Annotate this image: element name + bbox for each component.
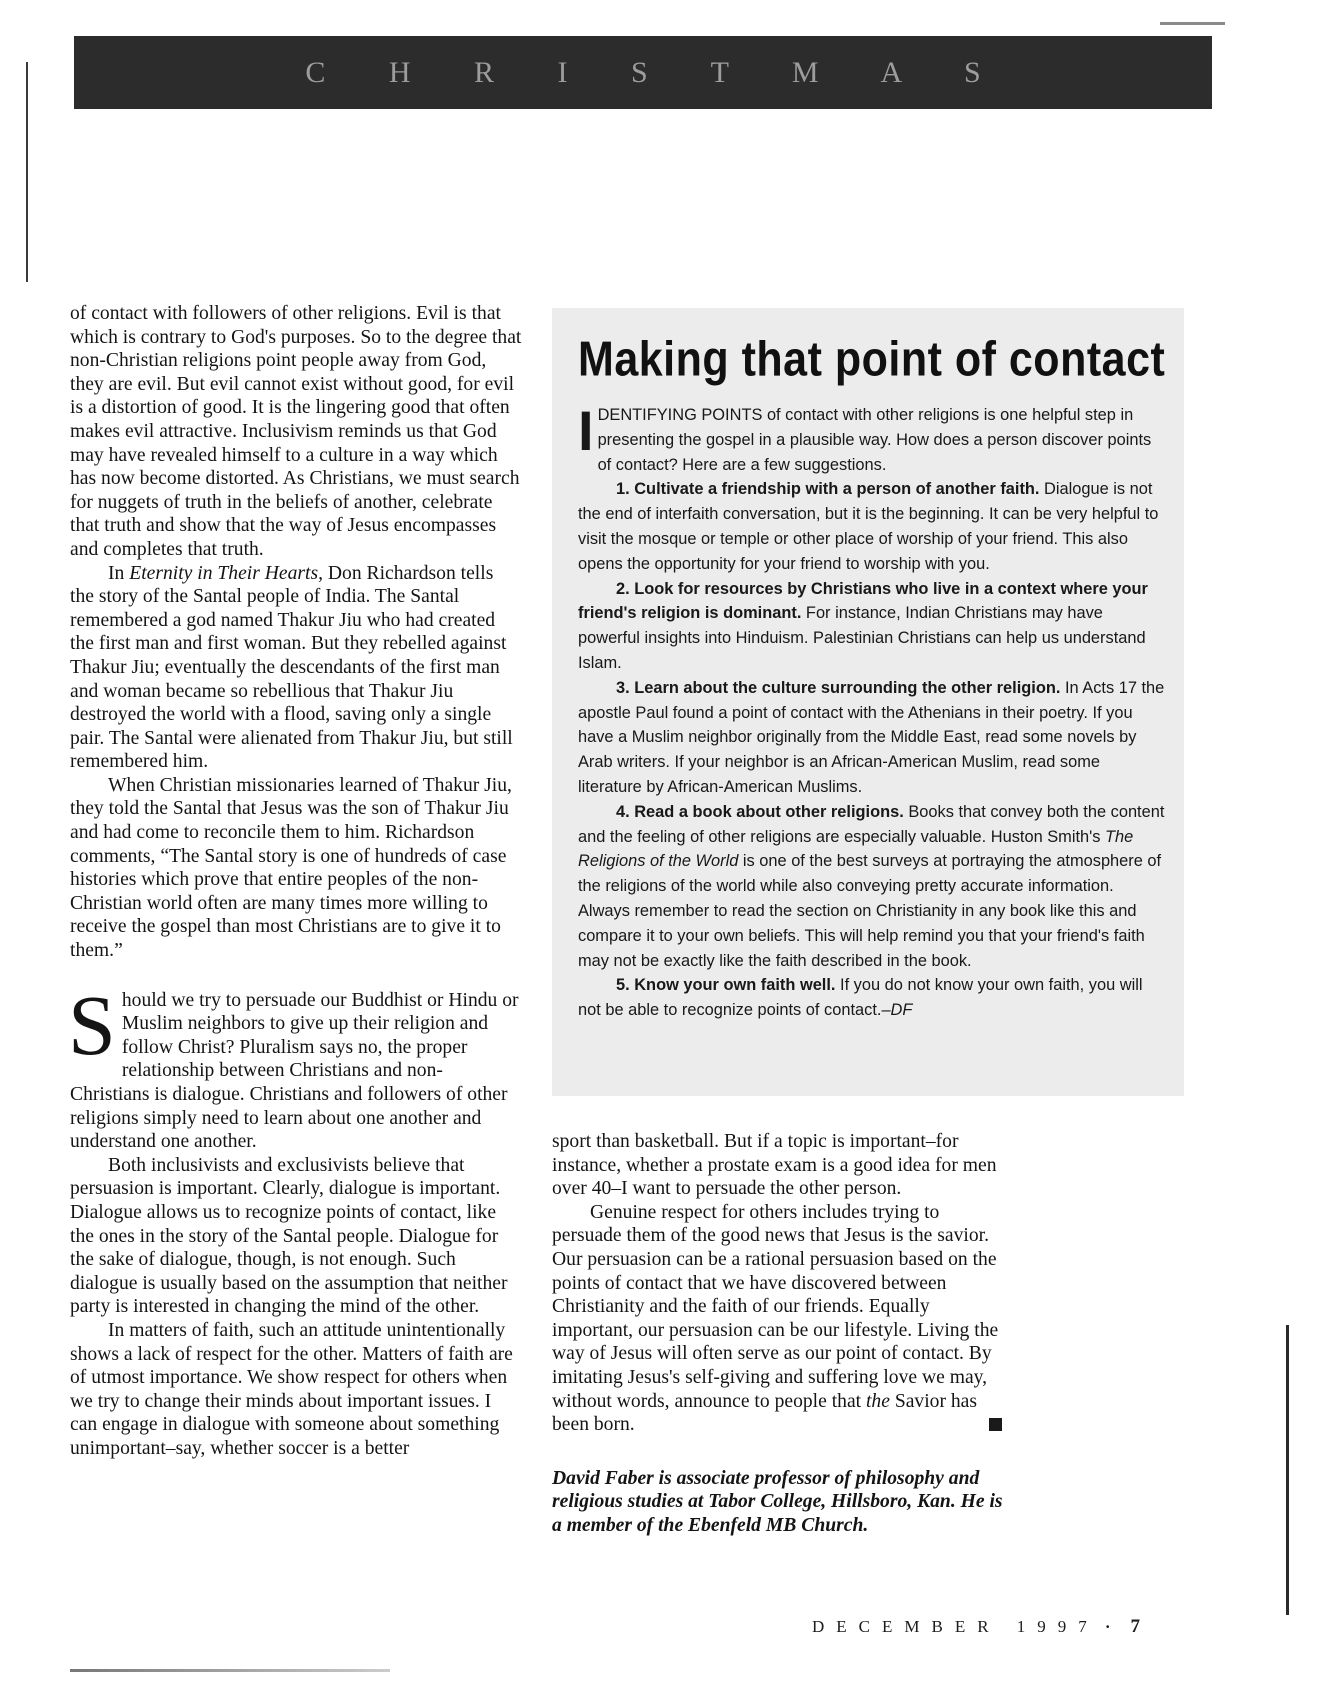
scan-edge-left [26, 62, 28, 282]
sidebar-tip: 2. Look for resources by Christians who live in a context where your friend's religion is dominant. For instance, Indian Christians may have powerful insights into Hinduism. Palestinian Christians can help us understand Islam. [578, 579, 1148, 672]
issue-date: DECEMBER 1997 [812, 1617, 1099, 1636]
scan-edge-top [1160, 22, 1225, 25]
scan-edge-right [1286, 1325, 1289, 1615]
page-number: 7 [1130, 1616, 1140, 1637]
tip-heading: 2. Look for resources by Christians who live in a context where your friend's religion is dominant. [578, 579, 1148, 623]
scan-edge-bottom [70, 1669, 390, 1672]
sidebar-title: Making that point of contact [578, 332, 1166, 388]
article-left-column [70, 302, 522, 1461]
sidebar-intro: IDENTIFYING POINTS of contact with other religions is one helpful step in presenting the gospel in a plausible way. How does a person discover points of contact? Here are a few suggestions. [578, 399, 1152, 474]
paragraph: Both inclusivists and exclusivists believe that persuasion is important. Clearly, dialogue is important. Dialogue allows us to recognize points of contact, like the ones in the story of the Santal people. Dialogue for the sake of dialogue, though, is not enough. Such dialogue is usually based on the assumption that neither party is interested in changing the mind of the other. [70, 1154, 508, 1318]
emphasis: the [865, 1390, 890, 1412]
tip-heading: 3. Learn about the culture surrounding the other religion. [616, 678, 1061, 697]
author-bio: David Faber is associate professor of philosophy and religious studies at Tabor College, Hillsboro, Kan. He is a member of the Ebenfeld MB Church. [552, 1467, 1003, 1536]
paragraph: Should we try to persuade our Buddhist or Hindu or Muslim neighbors to give up their religion and follow Christ? Pluralism says no, the proper relationship between Christians and non-Christians is dialogue. Christians and followers of other religions simply need to learn about one another and understand one another. [68, 976, 519, 1153]
section-title: C H R I S T M A S [305, 55, 1009, 89]
paragraph: In matters of faith, such an attitude unintentionally shows a lack of respect for the other. Matters of faith are of utmost importance. We show respect for others when we try to change their minds about important issues. I can engage in dialogue with someone about something unimportant–say, whether soccer is a better [70, 1319, 513, 1459]
tip-heading: 5. Know your own faith well. [616, 976, 836, 995]
tip-heading: 1. Cultivate a friendship with a person of another faith. [616, 480, 1040, 499]
sidebar-tip: 4. Read a book about other religions. Books that convey both the content and the feeling of other religions are especially valuable. Huston Smith's The Religions of the World is one of the best surveys at portraying the atmosphere of the religions of the world while also conveying pretty accurate information. Always remember to read the section on Christianity in any book like this and compare it to your own beliefs. This will help remind you that your friend's faith may not be exactly like the faith described in the book. [578, 802, 1165, 970]
paragraph: sport than basketball. But if a topic is important–for instance, whether a prostate exam is a good idea for men over 40–I want to persuade the other person. [552, 1131, 997, 1200]
page-footer [812, 1616, 1188, 1638]
article-right-column [552, 1130, 1006, 1538]
drop-cap: S [68, 976, 116, 1073]
end-of-article-mark [989, 1418, 1002, 1431]
paragraph: In Eternity in Their Hearts, Don Richardson tells the story of the Santal people of India. The Santal remembered a god named Thakur Jiu who had created the first man and first woman. But they rebelled against Thakur Jiu; eventually the descendants of the first man and woman became so rebellious that Thakur Jiu destroyed the world with a flood, saving only a single pair. The Santal were alienated from Thakur Jiu, but still remembered him. [70, 562, 513, 773]
paragraph: Genuine respect for others includes trying to persuade them of the good news that Jesus is the savior. Our persuasion can be a rational persuasion based on the points of contact that we have discovered between Christianity and the faith of our friends. Equally important, our persuasion can be our lifestyle. Living the way of Jesus will often serve as our point of contact. By imitating Jesus's self-giving and suffering love we may, without words, announce to people that the Savior has been born. [552, 1201, 1006, 1437]
sidebar-box [552, 308, 1184, 1096]
drop-cap: I [578, 399, 594, 462]
section-banner [74, 36, 1212, 109]
sidebar-tip: 5. Know your own faith well. If you do not know your own faith, you will not be able to recognize points of contact.–DF [578, 976, 1143, 1020]
paragraph: of contact with followers of other religions. Evil is that which is contrary to God's purposes. So to the degree that non-Christian religions point people away from God, they are evil. But evil cannot exist without good, for evil is a distortion of good. It is the lingering good that often makes evil attractive. Inclusivism reminds us that God may have revealed himself to a culture in a way which has now become distorted. As Christians, we must search for nuggets of truth in the beliefs of another, celebrate that truth and show that the way of Jesus encompasses and completes that truth. [70, 303, 522, 560]
book-title: Eternity in Their Hearts, [129, 562, 323, 584]
book-title: The Religions of the World [578, 827, 1134, 871]
footer-separator: · [1104, 1617, 1111, 1636]
sidebar-tip: 1. Cultivate a friendship with a person of another faith. Dialogue is not the end of interfaith conversation, but it is the beginning. It can be very helpful to visit the mosque or temple or other place of worship of your friend. This also opens the opportunity for your friend to worship with you. [578, 480, 1159, 573]
sidebar-tip: 3. Learn about the culture surrounding the other religion. In Acts 17 the apostle Paul found a point of contact with the Athenians in their poetry. If you have a Muslim neighbor originally from the Middle East, read some novels by Arab writers. If your neighbor is an African-American Muslim, read some literature by African-American Muslims. [578, 678, 1165, 796]
tip-heading: 4. Read a book about other religions. [616, 802, 904, 821]
paragraph: When Christian missionaries learned of Thakur Jiu, they told the Santal that Jesus was the son of Thakur Jiu and had come to reconcile them to him. Richardson comments, “The Santal story is one of hundreds of case histories which prove that entire peoples of the non-Christian world often are many times more willing to receive the gospel than most Christians are to give it to them.” [70, 774, 512, 962]
author-initials: –DF [881, 1001, 913, 1020]
